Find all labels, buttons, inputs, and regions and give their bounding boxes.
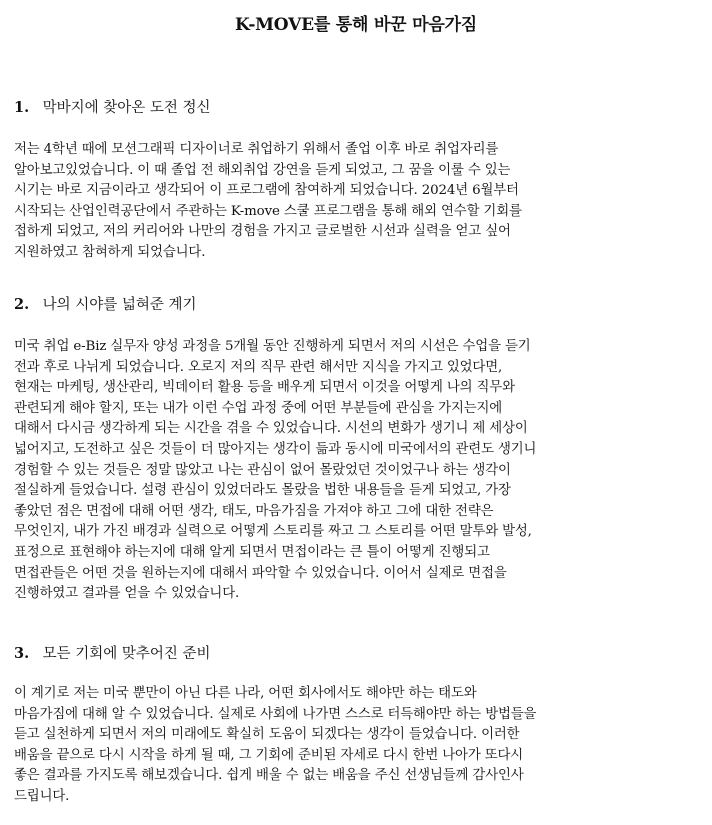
- section-title: 막바지에 찾아온 도전 정신: [42, 100, 211, 116]
- paragraph-line: 경험할 수 있는 것들은 정말 많았고 나는 관심이 없어 몰랐었던 것이었구나 하는 생각이: [14, 462, 511, 478]
- paragraph-line: 지원하였고 참혀하게 되었습니다.: [14, 244, 206, 260]
- paragraph-line: 저는 4학년 때에 모션그래픽 디자이너로 취업하기 위해서 졸업 이후 바로 취업자리를: [14, 142, 499, 157]
- section-1: [14, 98, 698, 264]
- document-title: K-MOVE를 통해 바꾼 마음가짐: [234, 15, 478, 35]
- paragraph-line: 마음가짐에 대해 알 수 있었습니다. 실제로 사회에 나가면 스스로 터득해야만 하는 방법들을: [14, 706, 537, 722]
- section-body: [14, 140, 698, 264]
- paragraph-line: 좋았던 점은 면접에 대해 어떤 생각, 태도, 마음가짐을 가져야 하고 그에 대한 전략은: [14, 503, 494, 519]
- section-heading: [14, 644, 698, 664]
- section-number: 1.: [14, 99, 30, 116]
- section-3: [14, 644, 698, 808]
- paragraph-line: 대해서 다시금 생각하게 되는 시간을 겪을 수 있었습니다. 시선의 변화가 생기니 제 세상이: [14, 421, 528, 437]
- paragraph-line: 진행하였고 결과를 얻을 수 있었습니다.: [14, 586, 240, 602]
- paragraph-line: 면접관들은 어떤 것을 원하는지에 대해서 파악할 수 있었습니다. 이어서 실제로 면접을: [14, 565, 507, 581]
- paragraph-line: 넓어지고, 도전하고 싶은 것들이 더 많아지는 생각이 듦과 동시에 미국에서의 관련도 생기니: [14, 441, 537, 457]
- paragraph-line: 미국 취업 e-Biz 실무자 양성 과정을 5개월 동안 진행하게 되면서 저의 시선은 수업을 듣기: [14, 339, 531, 354]
- section-2: [14, 295, 698, 605]
- section-heading: [14, 295, 698, 315]
- paragraph-line: 듣고 실천하게 되면서 저의 미래에도 확실히 도움이 되겠다는 생각이 들었습니다. 이러한: [14, 727, 520, 743]
- paragraph-line: 좋은 결과를 가지도록 해보겠습니다. 쉽게 배울 수 없는 배움을 주신 선생님들께 감사인사: [14, 768, 524, 784]
- paragraph-line: 전과 후로 나뉘게 되었습니다. 오로지 저의 직무 관련 해서만 지식을 가지고 있었다면,: [14, 359, 503, 375]
- paragraph-line: 현재는 마케팅, 생산관리, 빅데이터 활용 등을 배우게 되면서 이것을 어떻게 나의 직무와: [14, 380, 515, 396]
- section-heading: [14, 98, 698, 118]
- paragraph-line: 시작되는 산업인력공단에서 주관하는 K-move 스쿨 프로그램을 통해 해외 연수할 기회를: [14, 203, 522, 219]
- section-number: 2.: [14, 296, 30, 313]
- section-body: [14, 684, 698, 808]
- paragraph-line: 관련되게 해야 할지, 또는 내가 이런 수업 과정 중에 어떤 부분들에 관심을 가지는지에: [14, 400, 503, 416]
- paragraph-line: 이 계기로 저는 미국 뿐만이 아닌 다른 나라, 어떤 회사에서도 해야만 하는 태도와: [14, 686, 477, 701]
- paragraph-line: 알아보고있었습니다. 이 때 졸업 전 해외취업 강연을 듣게 되었고, 그 꿈을 이룰 수 있는: [14, 162, 511, 178]
- paragraph-line: 무엇인지, 내가 가진 배경과 실력으로 어떻게 스토리를 짜고 그 스토리를 어떤 말투와 발성,: [14, 524, 532, 540]
- paragraph-line: 접하게 되었고, 저의 커리어와 나만의 경험을 가지고 글로벌한 시선과 실력을 얻고 싶어: [14, 224, 511, 240]
- section-body: [14, 337, 698, 605]
- section-title: 모든 기회에 맞추어진 준비: [42, 646, 211, 662]
- paragraph-line: 절실하게 들었습니다. 설령 관심이 있었더라도 몰랐을 법한 내용들을 듣게 되었고, 가장: [14, 483, 511, 499]
- section-title: 나의 시야를 넓혀준 계기: [42, 297, 197, 313]
- section-number: 3.: [14, 645, 30, 662]
- paragraph-line: 시기는 바로 지금이라고 생각되어 이 프로그램에 참여하게 되었습니다. 2024년 6월부터: [14, 183, 519, 199]
- paragraph-line: 배움을 끝으로 다시 시작을 하게 될 때, 그 기회에 준비된 자세로 다시 한번 나아가 또다시: [14, 747, 524, 763]
- paragraph-line: 드립니다.: [14, 788, 70, 804]
- paragraph-line: 표정으로 표현해야 하는지에 대해 알게 되면서 면접이라는 큰 틀이 어떻게 진행되고: [14, 544, 490, 560]
